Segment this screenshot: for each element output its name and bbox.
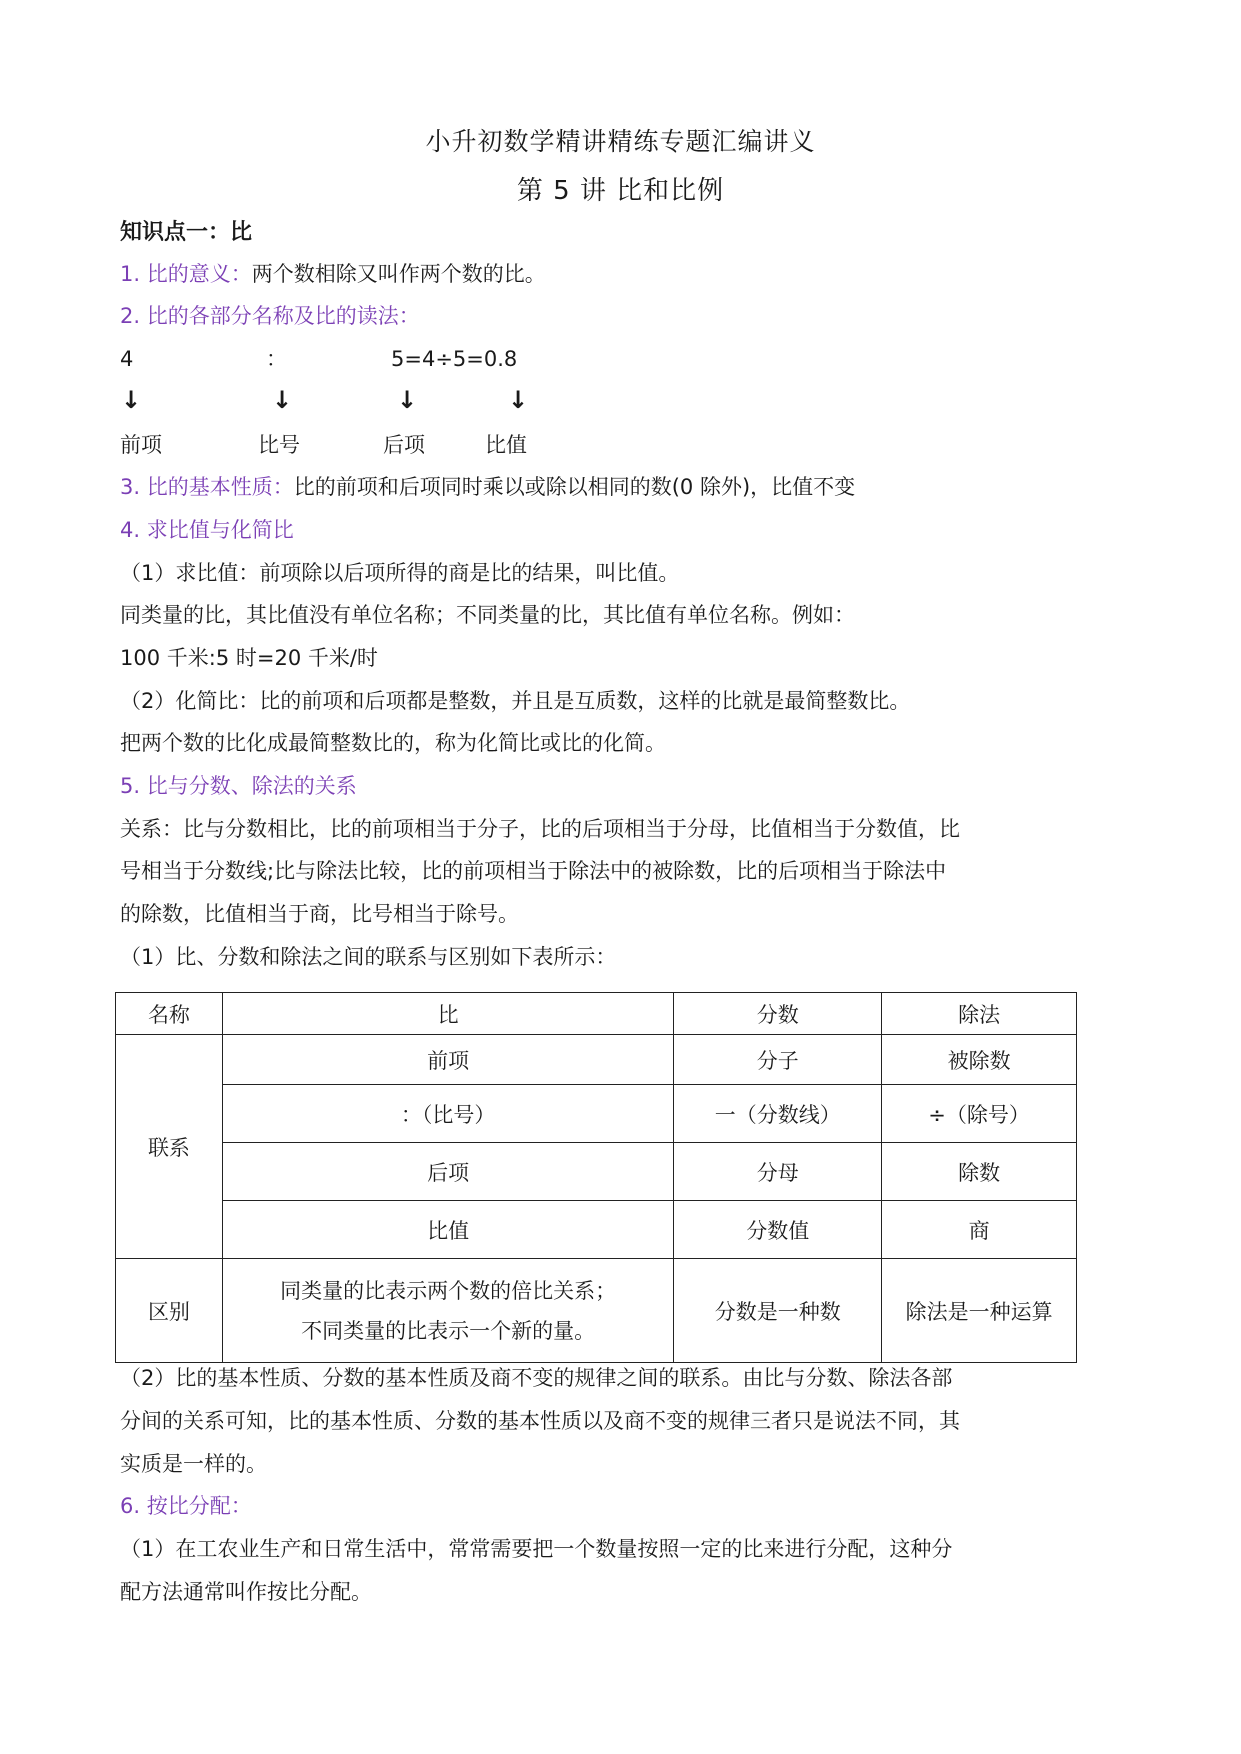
paragraph: （2）比的基本性质、分数的基本性质及商不变的规律之间的联系。由比与分数、除法各部 <box>120 1366 953 1390</box>
distribution-heading: 6. 按比分配： <box>120 1494 252 1518</box>
paragraph: （1）在工农业生产和日常生活中，常常需要把一个数量按照一定的比来进行分配，这种分 <box>120 1537 953 1561</box>
relation-heading: 5. 比与分数、除法的关系 <box>120 774 357 798</box>
table-cell: ：（比号） <box>222 1085 673 1143</box>
table-row <box>116 1143 1077 1201</box>
ratio-meaning-text: 两个数相除又叫作两个数的比。 <box>251 262 546 286</box>
table-cell: 分母 <box>674 1143 882 1201</box>
section-heading: 知识点一：比 <box>120 220 253 245</box>
table-cell: 除法是一种运算 <box>882 1259 1077 1363</box>
paragraph: （1）求比值：前项除以后项所得的商是比的结果，叫比值。 <box>120 561 680 585</box>
paragraph: 100 千米:5 时=20 千米/时 <box>120 646 378 670</box>
ratio-property-heading: 3. 比的基本性质： <box>120 475 294 499</box>
ratio-parts-heading: 2. 比的各部分名称及比的读法： <box>120 304 420 328</box>
table-cell: 除数 <box>882 1143 1077 1201</box>
table-row <box>116 1085 1077 1143</box>
table-cell: ÷（除号） <box>882 1085 1077 1143</box>
table-cell-line: 同类量的比表示两个数的倍比关系； <box>280 1278 617 1303</box>
table-row <box>116 1259 1077 1363</box>
paragraph: 同类量的比，其比值没有单位名称；不同类量的比，其比值有单位名称。例如： <box>120 603 855 627</box>
paragraph: （1）比、分数和除法之间的联系与区别如下表所示： <box>120 945 617 969</box>
paragraph: 分间的关系可知，比的基本性质、分数的基本性质以及商不变的规律三者只是说法不同，其 <box>120 1409 960 1433</box>
table-header-cell: 比 <box>222 993 673 1035</box>
down-arrow-icon: ↓ <box>508 386 529 414</box>
diagram-label-colon: 比号 <box>258 433 300 457</box>
table-header-cell: 名称 <box>116 993 223 1035</box>
table-header-row <box>116 993 1077 1035</box>
table-header-cell: 除法 <box>882 993 1077 1035</box>
ratio-property-text: 比的前项和后项同时乘以或除以相同的数(0 除外)，比值不变 <box>293 475 856 499</box>
diagram-label-back: 后项 <box>383 433 425 457</box>
table-cell <box>222 1259 673 1363</box>
paragraph: （2）化简比：比的前项和后项都是整数，并且是互质数，这样的比就是最简整数比。 <box>120 689 911 713</box>
table-cell: 分子 <box>674 1035 882 1085</box>
diagram-label-value: 比值 <box>485 433 527 457</box>
paragraph: 实质是一样的。 <box>120 1452 267 1476</box>
table-row-label: 区别 <box>116 1259 223 1363</box>
comparison-table <box>115 992 1077 1363</box>
diagram-label-front: 前项 <box>120 433 162 457</box>
table-cell: 商 <box>882 1201 1077 1259</box>
paragraph: 号相当于分数线;比与除法比较，比的前项相当于除法中的被除数，比的后项相当于除法中 <box>120 859 947 883</box>
paragraph: 把两个数的比化成最简整数比的，称为化简比或比的化简。 <box>120 731 666 755</box>
down-arrow-icon: ↓ <box>121 386 142 414</box>
table-header-cell: 分数 <box>674 993 882 1035</box>
table-cell: 一（分数线） <box>674 1085 882 1143</box>
table-cell: 被除数 <box>882 1035 1077 1085</box>
table-cell-line: 不同类量的比表示一个新的量。 <box>301 1318 596 1343</box>
ratio-simplify-heading: 4. 求比值与化简比 <box>120 518 294 542</box>
diagram-front-term: 4 <box>120 347 134 371</box>
table-row <box>116 1035 1077 1085</box>
paragraph: 的除数，比值相当于商，比号相当于除号。 <box>120 902 519 926</box>
table-cell: 比值 <box>222 1201 673 1259</box>
diagram-colon: ： <box>266 347 287 371</box>
paragraph: 配方法通常叫作按比分配。 <box>120 1580 372 1604</box>
document-title: 小升初数学精讲精练专题汇编讲义 <box>425 127 816 156</box>
paragraph: 关系：比与分数相比，比的前项相当于分子，比的后项相当于分母，比值相当于分数值，比 <box>120 817 960 841</box>
down-arrow-icon: ↓ <box>397 386 418 414</box>
table-row <box>116 1201 1077 1259</box>
down-arrow-icon: ↓ <box>272 386 293 414</box>
table-row-label: 联系 <box>116 1035 223 1259</box>
ratio-property <box>120 472 855 502</box>
diagram-expression: 5=4÷5=0.8 <box>391 347 518 371</box>
table-cell: 后项 <box>222 1143 673 1201</box>
table-cell: 分数值 <box>674 1201 882 1259</box>
ratio-meaning-heading: 1. 比的意义： <box>120 262 252 286</box>
table-cell: 前项 <box>222 1035 673 1085</box>
table-cell: 分数是一种数 <box>674 1259 882 1363</box>
lecture-title: 第 5 讲 比和比例 <box>516 176 725 206</box>
ratio-meaning <box>120 259 546 289</box>
